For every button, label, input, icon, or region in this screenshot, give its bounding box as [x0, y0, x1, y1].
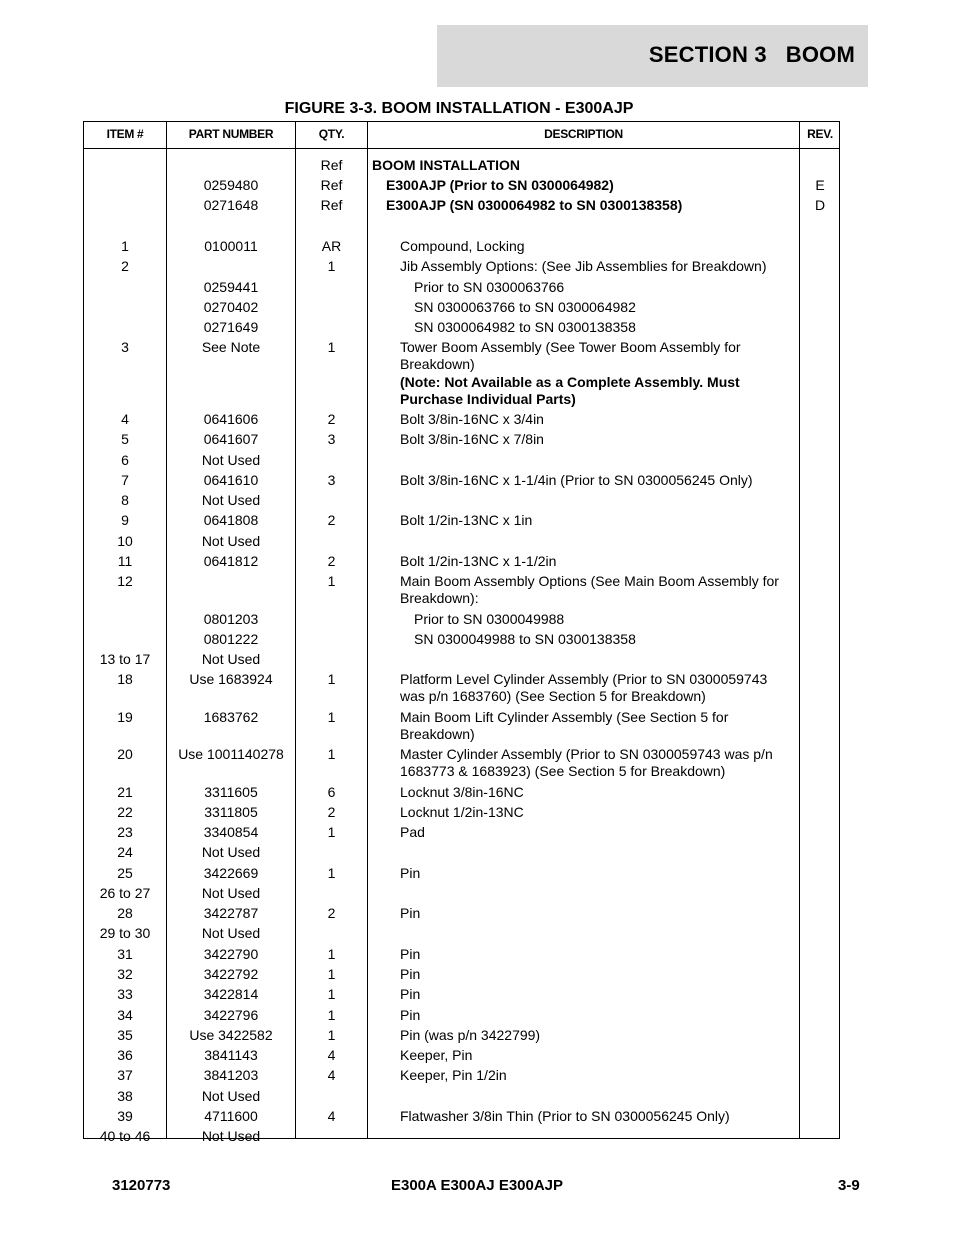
part-number: Use 3422582	[189, 1027, 273, 1043]
item-number: 31	[117, 946, 133, 962]
quantity: 1	[327, 746, 336, 762]
footer-models: E300A E300AJ E300AJP	[390, 1177, 564, 1194]
item-number: 5	[121, 431, 129, 447]
description: Bolt 3/8in-16NC x 1-1/4in (Prior to SN 0300056245 Only)	[400, 472, 753, 488]
item-number: 10	[117, 533, 133, 549]
description: Locknut 3/8in-16NC	[400, 784, 524, 800]
quantity: 2	[327, 553, 336, 569]
item-number: 23	[117, 824, 133, 840]
item-number: 25	[117, 865, 133, 881]
quantity: 2	[327, 411, 336, 427]
description: Locknut 1/2in-13NC	[400, 804, 524, 820]
description: Bolt 3/8in-16NC x 7/8in	[400, 431, 544, 447]
part-number: 1683762	[203, 709, 259, 725]
description: Bolt 1/2in-13NC x 1-1/2in	[400, 553, 557, 569]
revision: D	[814, 197, 826, 213]
item-number: 26 to 27	[99, 885, 151, 901]
item-number: 1	[121, 238, 129, 254]
section-banner	[437, 25, 868, 87]
description: Pin	[400, 865, 421, 881]
quantity: 1	[327, 824, 336, 840]
quantity: 3	[327, 431, 336, 447]
part-number: Not Used	[201, 1128, 261, 1144]
part-number: 3841143	[204, 1047, 258, 1063]
part-number: Not Used	[201, 651, 261, 667]
item-number: 32	[117, 966, 133, 982]
item-number: 38	[117, 1088, 133, 1104]
description: Main Boom Lift Cylinder Assembly (See Section 5 for Breakdown)	[400, 709, 729, 742]
description: Jib Assembly Options: (See Jib Assemblies for Breakdown)	[400, 258, 767, 274]
item-number: 37	[117, 1067, 133, 1083]
part-number: 3422792	[203, 966, 259, 982]
item-number: 34	[117, 1007, 133, 1023]
description: Pin	[400, 905, 421, 921]
quantity: 3	[327, 472, 336, 488]
item-number: 36	[117, 1047, 133, 1063]
quantity: AR	[321, 238, 342, 254]
description: E300AJP (SN 0300064982 to SN 0300138358)	[386, 197, 683, 213]
quantity: 1	[327, 966, 336, 982]
quantity: 4	[327, 1067, 336, 1083]
quantity: Ref	[320, 197, 343, 213]
quantity: 1	[327, 339, 336, 355]
part-number: 0641610	[203, 472, 259, 488]
description-note: (Note: Not Available as a Complete Assembly. Must Purchase Individual Parts)	[400, 374, 740, 407]
part-number: 0801203	[203, 611, 259, 627]
part-number: 0100011	[204, 238, 258, 254]
part-number: 0271649	[203, 319, 259, 335]
description: SN 0300064982 to SN 0300138358	[414, 319, 636, 335]
description: Prior to SN 0300049988	[414, 611, 565, 627]
column-divider	[799, 122, 800, 1138]
description: SN 0300049988 to SN 0300138358	[414, 631, 636, 647]
description: Pad	[400, 824, 425, 840]
description: SN 0300063766 to SN 0300064982	[414, 299, 636, 315]
part-number: 0641808	[203, 512, 259, 528]
parts-table	[83, 121, 840, 1144]
part-number: 0641812	[203, 553, 259, 569]
item-number: 24	[117, 844, 133, 860]
part-number: 0801222	[203, 631, 259, 647]
footer-page-number: 3-9	[838, 1177, 860, 1194]
quantity: 2	[327, 804, 336, 820]
part-number: 3422787	[203, 905, 259, 921]
description: Tower Boom Assembly (See Tower Boom Assembly for Breakdown)	[400, 339, 741, 372]
table-header	[84, 122, 839, 149]
description: Master Cylinder Assembly (Prior to SN 0300059743 was p/n 1683773 & 1683923) (See Section 5 for Breakdown)	[400, 746, 773, 779]
part-number: Use 1683924	[189, 671, 273, 687]
description: Pin	[400, 1007, 421, 1023]
quantity: 1	[327, 946, 336, 962]
item-number: 6	[121, 452, 129, 468]
description: Flatwasher 3/8in Thin (Prior to SN 0300056245 Only)	[400, 1108, 730, 1124]
item-number: 4	[121, 411, 129, 427]
quantity: 4	[327, 1108, 336, 1124]
description: Bolt 1/2in-13NC x 1in	[400, 512, 533, 528]
revision: E	[815, 177, 825, 193]
quantity: 6	[327, 784, 336, 800]
description: Platform Level Cylinder Assembly (Prior to SN 0300059743 was p/n 1683760) (See Section 5 for Breakdown)	[400, 671, 768, 704]
item-number: 2	[121, 258, 129, 274]
quantity: 1	[327, 1027, 336, 1043]
part-number: Not Used	[201, 1088, 261, 1104]
quantity: Ref	[320, 157, 343, 173]
header-description: DESCRIPTION	[544, 127, 623, 141]
description: Prior to SN 0300063766	[414, 279, 565, 295]
part-number: 0641607	[203, 431, 259, 447]
part-number: Not Used	[201, 925, 261, 941]
description: Pin	[400, 946, 421, 962]
quantity: 1	[327, 1007, 336, 1023]
part-number: 3841203	[203, 1067, 259, 1083]
part-number: 3422814	[203, 986, 259, 1002]
description: Pin	[400, 966, 421, 982]
part-number: 3422790	[203, 946, 259, 962]
quantity: 2	[327, 512, 336, 528]
item-number: 18	[117, 671, 133, 687]
description: Main Boom Assembly Options (See Main Boom Assembly for Breakdown):	[400, 573, 779, 606]
item-number: 39	[117, 1108, 133, 1124]
item-number: 11	[117, 553, 133, 569]
quantity: Ref	[320, 177, 343, 193]
item-number: 3	[121, 339, 129, 355]
quantity: 1	[327, 258, 336, 274]
part-number: 0259480	[203, 177, 259, 193]
part-number: Not Used	[201, 885, 261, 901]
quantity: 1	[327, 986, 336, 1002]
part-number: Not Used	[201, 844, 261, 860]
part-number: 0259441	[203, 279, 259, 295]
part-number: Not Used	[201, 533, 261, 549]
item-number: 9	[121, 512, 129, 528]
quantity: 1	[327, 709, 336, 725]
description: Pin (was p/n 3422799)	[400, 1027, 541, 1043]
part-number: Not Used	[201, 492, 261, 508]
part-number: Not Used	[201, 452, 261, 468]
footer-doc-number: 3120773	[112, 1177, 171, 1194]
item-number: 40 to 46	[99, 1128, 151, 1144]
part-number: Use 1001140278	[178, 746, 284, 762]
item-number: 13 to 17	[99, 651, 151, 667]
description: BOOM INSTALLATION	[372, 157, 521, 173]
item-number: 20	[117, 746, 133, 762]
figure-title: FIGURE 3-3. BOOM INSTALLATION - E300AJP	[284, 100, 634, 117]
header-part-number: PART NUMBER	[188, 127, 274, 141]
part-number: 3422796	[203, 1007, 259, 1023]
item-number: 21	[117, 784, 133, 800]
header-item: ITEM #	[106, 127, 144, 141]
item-number: 35	[117, 1027, 133, 1043]
item-number: 22	[117, 804, 133, 820]
item-number: 12	[117, 573, 133, 589]
item-number: 7	[121, 472, 129, 488]
part-number: 3422669	[203, 865, 259, 881]
quantity: 2	[327, 905, 336, 921]
quantity: 1	[327, 573, 336, 589]
item-number: 29 to 30	[99, 925, 151, 941]
item-number: 33	[117, 986, 133, 1002]
description: Bolt 3/8in-16NC x 3/4in	[400, 411, 544, 427]
quantity: 4	[327, 1047, 336, 1063]
item-number: 28	[117, 905, 133, 921]
part-number: 4711600	[204, 1108, 258, 1124]
quantity: 1	[327, 671, 336, 687]
description: Pin	[400, 986, 421, 1002]
part-number: See Note	[201, 339, 261, 355]
column-divider	[367, 122, 368, 1138]
item-number: 19	[117, 709, 133, 725]
part-number: 0271648	[203, 197, 259, 213]
description: Keeper, Pin	[400, 1047, 473, 1063]
quantity: 1	[327, 865, 336, 881]
part-number: 3340854	[203, 824, 259, 840]
part-number: 3311805	[204, 804, 258, 820]
part-number: 0641606	[203, 411, 259, 427]
section-title: SECTION 3 BOOM	[648, 42, 855, 67]
description: Compound, Locking	[400, 238, 525, 254]
part-number: 0270402	[203, 299, 259, 315]
part-number: 3311605	[204, 784, 258, 800]
description: E300AJP (Prior to SN 0300064982)	[386, 177, 614, 193]
item-number: 8	[121, 492, 129, 508]
header-rev: REV.	[807, 127, 833, 141]
description: Keeper, Pin 1/2in	[400, 1067, 507, 1083]
header-qty: QTY.	[318, 127, 345, 141]
